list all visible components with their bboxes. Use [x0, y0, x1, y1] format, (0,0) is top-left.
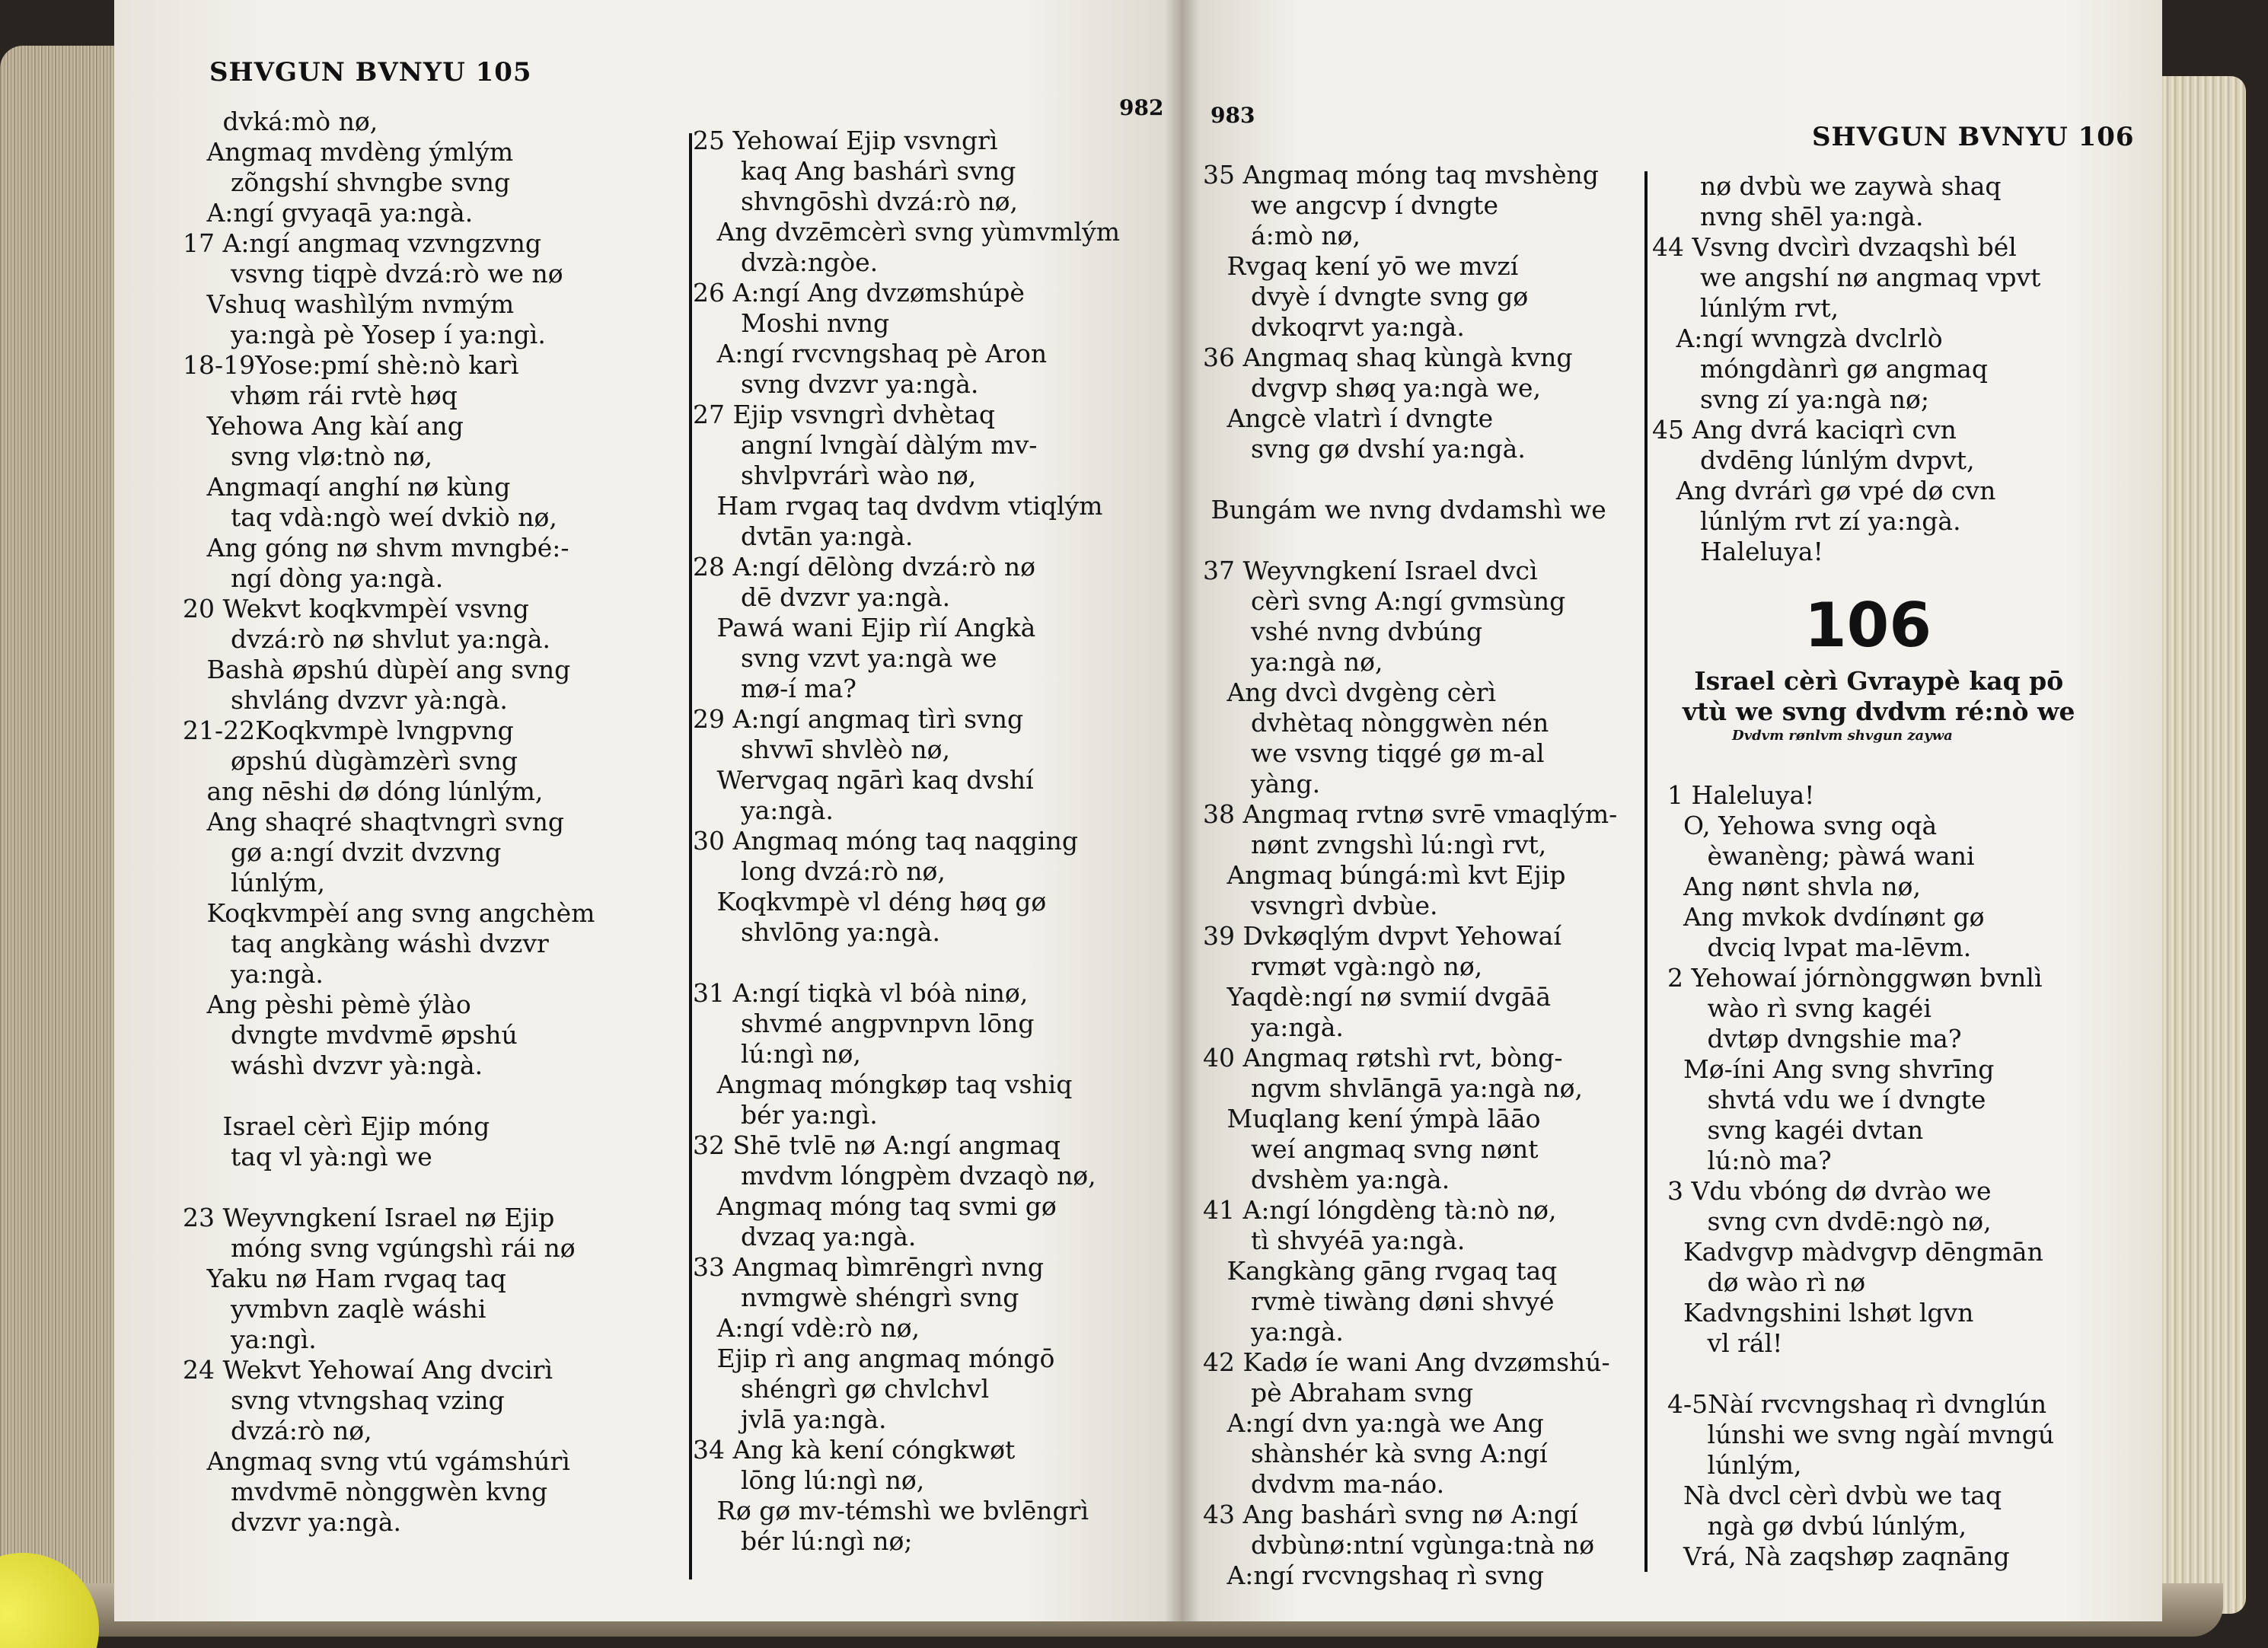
book-page-edges-left [0, 46, 129, 1606]
right-page [1180, 0, 2162, 1621]
left-running-header: SHVGUN BVNYU 105 [209, 57, 532, 88]
left-page [114, 0, 1180, 1621]
left-column-divider [689, 133, 692, 1579]
psalm-number-heading: 106 [1804, 590, 1931, 661]
book-gutter-shadow [1165, 0, 1200, 1621]
psalm-small-caption: Dvdvm rønlvm shvgun zaywa [1732, 728, 1953, 744]
left-column-1-text: dvká:mò nø, Angmaq mvdèng ýmlým zõngshí shvngbe svng A:ngí gvyaqā ya:ngà. 17 A:ngí angmaq vzvngzvng vsvng tiqpè dvzá:rò we nø Vshuq washìlým nvmým ya:ngà pè Yosep í ya:ngì. 18-19Yose:pmí shè:nò karì vhøm rái rvtè høq Yehowa Ang kàí ang svng vlø:tnò nø, Angmaqí anghí nø kùng taq vdà:ngò weí dvkiò nø, Ang góng nø shvm mvngbé:- ngí dòng ya:ngà. 20 Wekvt koqkvmpèí vsvng dvzá:rò nø shvlut ya:ngà. Bashà øpshú dùpèí ang svng shvláng dvzvr yà:ngà. 21-22Koqkvmpè lvngpvng øpshú dùgàmzèrì svng ang nēshi dø dóng lúnlým, Ang shaqré shaqtvngrì svng gø a:ngí dvzit dvzvng lúnlým, Koqkvmpèí ang svng angchèm taq angkàng wáshì dvzvr ya:ngà. Ang pèshi pèmè ýlào dvngte mvdvmē øpshú wáshì dvzvr yà:ngà. Israel cèrì Ejip móng taq vl yà:ngì we 23 Weyvngkení Israel nø Ejip móng svng vgúngshì rái nø Yaku nø Ham rvgaq taq yvmbvn zaqlè wáshi ya:ngì. 24 Wekvt Yehowaí Ang dvcirì svng vtvngshaq vzing dvzá:rò nø, Angmaq svng vtú vgámshúrì mvdvmē nònggwèn kvng dvzvr ya:ngà. [183, 107, 595, 1537]
left-column-2-text: 25 Yehowaí Ejip vsvngrì kaq Ang bashárì svng shvngōshì dvzá:rò nø, Ang dvzēmcèrì svng yùmvmlým dvzà:ngòe. 26 A:ngí Ang dvzømshúpè Moshi nvng A:ngí rvcvngshaq pè Aron svng dvzvr ya:ngà. 27 Ejip vsvngrì dvhètaq angní lvngàí dàlým mv- shvlpvrárì wào nø, Ham rvgaq taq dvdvm vtiqlým dvtān ya:ngà. 28 A:ngí dēlòng dvzá:rò nø dē dvzvr ya:ngà. Pawá wani Ejip rìí Angkà svng vzvt ya:ngà we mø-í ma? 29 A:ngí angmaq tìrì svng shvwī shvlèò nø, Wervgaq ngārì kaq dvshí ya:ngà. 30 Angmaq móng taq naqging long dvzá:rò nø, Koqkvmpè vl déng høq gø shvlōng ya:ngà. 31 A:ngí tiqkà vl bóà ninø, shvmé angpvnpvn lōng lú:ngì nø, Angmaq móngkøp taq vshiq bér ya:ngì. 32 Shē tvlē nø A:ngí angmaq mvdvm lóngpèm dvzaqò nø, Angmaq móng taq svmi gø dvzaq ya:ngà. 33 Angmaq bìmrēngrì nvng nvmgwè shéngrì svng A:ngí vdè:rò nø, Ejip rì ang angmaq móngō shéngrì gø chvlchvl jvlā ya:ngà. 34 Ang kà kení cóngkwøt lōng lú:ngì nø, Rø gø mv-témshì we bvlēngrì bér lú:ngì nø; [693, 126, 1121, 1556]
left-page-number: 982 [1119, 95, 1164, 120]
right-page-number: 983 [1211, 103, 1255, 128]
right-column-2-bottom-text: 1 Haleluya! O, Yehowa svng oqà èwanèng; pàwá wani Ang nønt shvla nø, Ang mvkok dvdínønt gø dvciq lvpat ma-lēvm. 2 Yehowaí jórnònggwøn bvnlì wào rì svng kagéi dvtøp dvngshie ma? Mø-íni Ang svng shvrīng shvtá vdu we í dvngte svng kagéi dvtan lú:nò ma? 3 Vdu vbóng dø dvrào we svng cvn dvdē:ngò nø, Kadvgvp màdvgvp dēngmān dø wào rì nø Kadvngshini lshøt lgvn vl rál! 4-5Nàí rvcvngshaq rì dvnglún lúnshi we svng ngàí mvngú lúnlým, Nà dvcl cèrì dvbù we taq ngà gø dvbú lúnlým, Vrá, Nà zaqshøp zaqnāng [1667, 780, 2055, 1571]
right-running-header: SHVGUN BVNYU 106 [1812, 122, 2135, 152]
right-column-1-text: 35 Angmaq móng taq mvshèng we angcvp í dvngte á:mò nø, Rvgaq kení yō we mvzí dvyè í dvngte svng gø dvkoqrvt ya:ngà. 36 Angmaq shaq kùngà kvng dvgvp shøq ya:ngà we, Angcè vlatrì í dvngte svng gø dvshí ya:ngà. Bungám we nvng dvdamshì we 37 Weyvngkení Israel dvcì cèrì svng A:ngí gvmsùng vshé nvng dvbúng ya:ngà nø, Ang dvcì dvgèng cèrì dvhètaq nònggwèn nén we vsvng tiqgé gø m-al yàng. 38 Angmaq rvtnø svrē vmaqlým- nønt zvngshì lú:ngì rvt, Angmaq búngá:mì kvt Ejip vsvngrì dvbùe. 39 Dvkøqlým dvpvt Yehowaí rvmøt vgà:ngò nø, Yaqdè:ngí nø svmií dvgāā ya:ngà. 40 Angmaq røtshì rvt, bòng- ngvm shvlāngā ya:ngà nø, Muqlang kení ýmpà lāāo weí angmaq svng nønt dvshèm ya:ngà. 41 A:ngí lóngdèng tà:nò nø, tì shvyéā ya:ngà. Kangkàng gāng rvgaq taq rvmè tiwàng døni shvyé ya:ngà. 42 Kadø íe wani Ang dvzømshú- pè Abraham svng A:ngí dvn ya:ngà we Ang shànshér kà svng A:ngí dvdvm ma-náo. 43 Ang bashárì svng nø A:ngí dvbùnø:ntní vgùnga:tnà nø A:ngí rvcvngshaq rì svng [1203, 160, 1618, 1590]
psalm-subtitle: Israel cèrì Gvraypè kaq pō vtù we svng dvdvm ré:nò we [1683, 666, 2075, 726]
right-column-divider [1644, 171, 1648, 1572]
right-column-2-top-text: nø dvbù we zaywà shaq nvng shēl ya:ngà. 44 Vsvng dvcìrì dvzaqshì bél we angshí nø angmaq vpvt lúnlým rvt, A:ngí wvngzà dvclrlò móngdànrì gø angmaq svng zí ya:ngà nø; 45 Ang dvrá kaciqrì cvn dvdēng lúnlým dvpvt, Ang dvrárì gø vpé dø cvn lúnlým rvt zí ya:ngà. Haleluya! [1652, 171, 2041, 566]
